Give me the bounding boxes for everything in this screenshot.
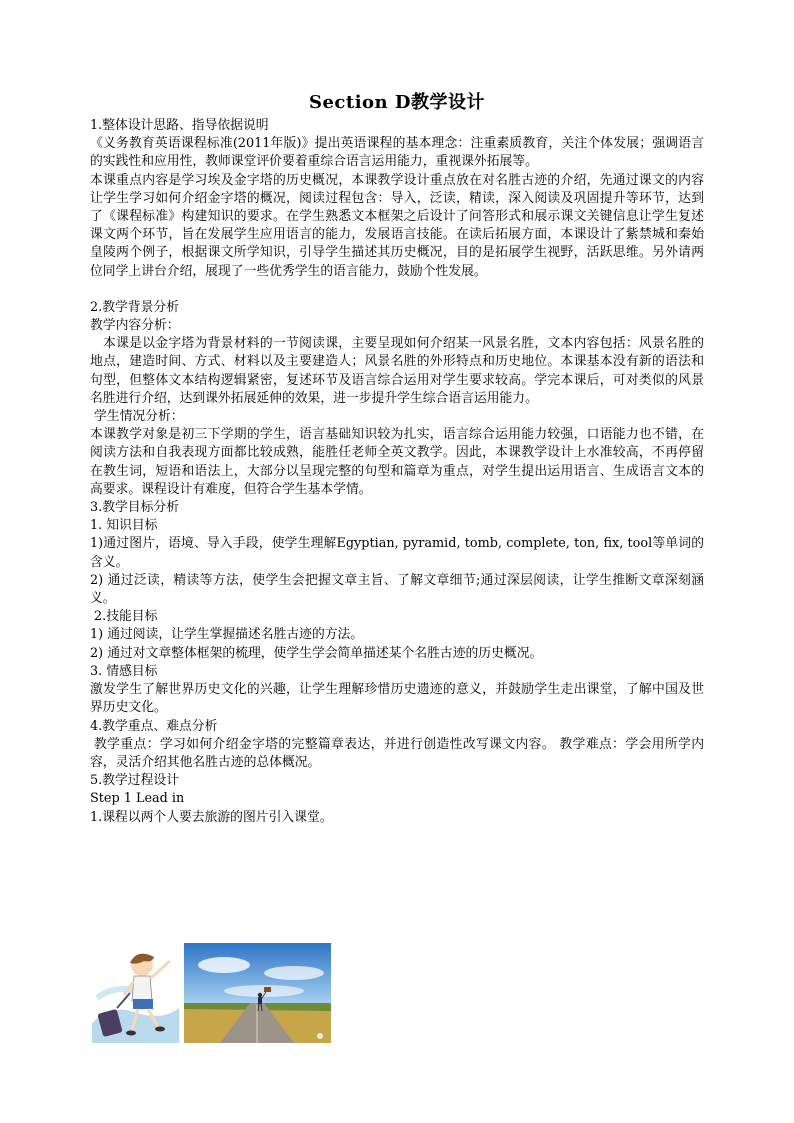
section-3-skill-item-1: 1) 通过阅读，让学生掌握描述名胜古迹的方法。 — [90, 627, 364, 643]
section-3-heading: 3.教学目标分析 — [90, 500, 179, 516]
section-5-item-1: 1.课程以两个人要去旅游的图片引入课堂。 — [90, 809, 333, 825]
page-title: Section D教学设计 — [308, 92, 486, 113]
section-2-subheading-content: 教学内容分析： — [90, 318, 180, 334]
document-body — [90, 117, 704, 827]
road-trip-image — [184, 943, 331, 1043]
section-1-paragraph-2: 本课重点内容是学习埃及金字塔的历史概况，本课教学设计重点放在对名胜古迹的介绍，先通过课文的内容让学生学习如何介绍金字塔的概况，阅读过程包含：导入，泛读，精读，深入阅读及巩固提升等环节，达到了《课程标准》构建知识的要求。在学生熟悉文本框架之后设计了问答形式和展示课文关键信息让学生复述课文两个环节，旨在发展学生应用语言的能力，发展语言技能。在读后拓展方面，本课设计了紫禁城和秦始皇陵两个例子，根据课文所学知识，引导学生描述其历史概况，目的是拓展学生视野，活跃思维。另外请两位同学上讲台介绍，展现了一些优秀学生的语言能力，鼓励个性发展。 — [90, 172, 704, 279]
section-4-paragraph: 教学重点：学习如何介绍金字塔的完整篇章表达，并进行创造性改写课文内容。 教学难点：学会用所学内容，灵活介绍其他名胜古迹的总体概况。 — [90, 736, 704, 770]
section-4-heading: 4.教学重点、难点分析 — [90, 718, 218, 734]
section-3-knowledge-item-2: 2) 通过泛读，精读等方法，使学生会把握文章主旨、了解文章细节;通过深层阅读，让学生推断文章深刻涵义。 — [90, 572, 704, 607]
section-3-knowledge-item-1: 1)通过图片，语境、导入手段，使学生理解Egyptian, pyramid, tomb, complete, ton, fix, tool等单词的含义。 — [90, 536, 704, 570]
section-5-heading: 5.教学过程设计 — [90, 773, 179, 789]
section-2-paragraph-1: 本课是以金字塔为背景材料的一节阅读课，主要呈现如何介绍某一风景名胜，文本内容包括：风景名胜的地点，建造时间、方式、材料以及主要建造人；风景名胜的外形特点和历史地位。本课基本没有新的语法和句型，但整体文本结构逻辑紧密，复述环节及语言综合运用对学生要求较高。学完本课后，可对类似的风景名胜进行介绍，达到课外拓展延伸的效果，进一步提升学生综合语言运用能力。 — [90, 336, 704, 406]
cartoon-traveler-image — [92, 943, 179, 1043]
section-3-knowledge-heading: 1. 知识目标 — [90, 518, 158, 534]
section-2-paragraph-2: 本课教学对象是初三下学期的学生，语言基础知识较为扎实，语言综合运用能力较强，口语能力也不错，在阅读方法和自我表现方面都比较成熟，能胜任老师全英文教学。因此，本课教学设计上水准较高，不再停留在教生词，短语和语法上，大部分以呈现完整的句型和篇章为重点，对学生提出运用语言、生成语言文本的高要求。课程设计有难度，但符合学生基本学情。 — [90, 427, 704, 497]
section-1-heading: 1.整体设计思路、指导依据说明 — [90, 118, 269, 133]
lead-in-images — [92, 943, 332, 1043]
section-3-skill-item-2: 2) 通过对文章整体框架的梳理，使学生学会简单描述某个名胜古迹的历史概况。 — [90, 645, 543, 661]
section-3-emotion-paragraph: 激发学生了解世界历史文化的兴趣，让学生理解珍惜历史遗迹的意义，并鼓励学生走出课堂，了解中国及世界历史文化。 — [90, 682, 704, 716]
section-3-skill-heading: 2.技能目标 — [94, 609, 158, 625]
section-2-heading: 2.教学背景分析 — [90, 299, 179, 315]
blank-line — [90, 281, 704, 299]
section-3-emotion-heading: 3. 情感目标 — [90, 663, 158, 679]
section-5-step-1: Step 1 Lead in — [90, 791, 185, 807]
section-1-paragraph-1: 《义务教育英语课程标准(2011年版)》提出英语课程的基本理念：注重素质教育，关注个体发展；强调语言的实践性和应用性，教师课堂评价要着重综合语言运用能力，重视课外拓展等。 — [90, 136, 704, 170]
section-2-subheading-students: 学生情况分析： — [94, 409, 184, 425]
